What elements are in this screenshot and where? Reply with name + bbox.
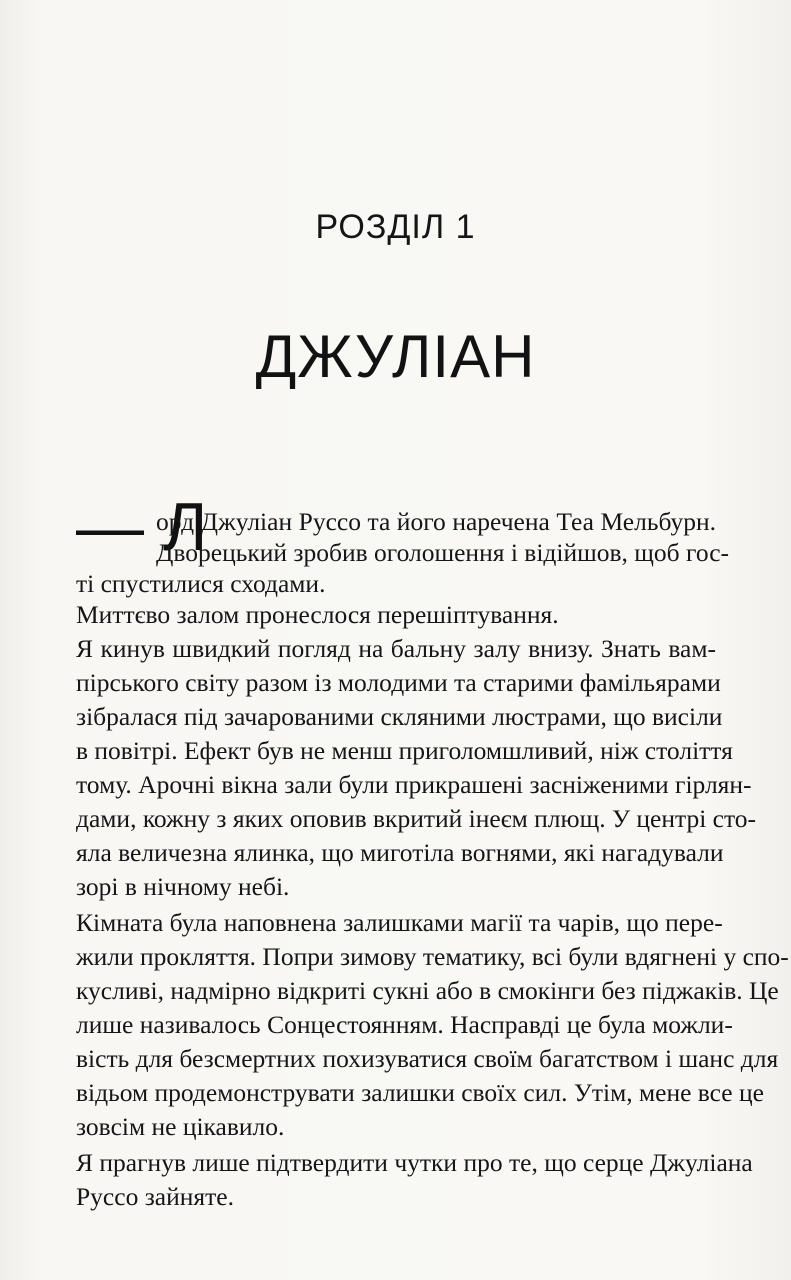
text-line: Миттєво залом пронеслося перешіптування.	[76, 600, 559, 629]
text-line: Дворецький зробив оголошення і відійшов, щоб гос-	[156, 538, 730, 567]
text-line: зовсім не цікавило.	[76, 1112, 285, 1141]
text-line: Кімната була наповнена залишками магії та чарів, що пере-	[76, 908, 723, 937]
text-line: зібралася під зачарованими скляними люстрами, що висіли	[76, 702, 723, 731]
text-line: орд Джуліан Руссо та його наречена Теа Мельбурн.	[156, 507, 716, 536]
drop-cap: — Л	[76, 489, 208, 565]
chapter-title: ДЖУЛІАН	[255, 323, 536, 390]
chapter-number: РОЗДІЛ 1	[315, 208, 476, 246]
text-line: тому. Арочні вікна зали були прикрашені засніженими гірлян-	[76, 770, 752, 799]
text-line: відьом продемонструвати залишки своїх сил. Утім, мене все це	[76, 1078, 764, 1107]
text-line: жили прокляття. Попри зимову тематику, всі були вдягнені у спо-	[76, 942, 789, 971]
text-line: ті спустилися сходами.	[76, 569, 326, 598]
text-line: вість для безсмертних похизуватися своїм багатством і шанс для	[76, 1044, 779, 1073]
text-line: пірського світу разом із молодими та старими фамільярами	[76, 668, 721, 697]
text-line: Я прагнув лише підтвердити чутки про те, що серце Джуліана	[76, 1148, 753, 1177]
text-line: дами, кожну з яких оповив вкритий інеєм плющ. У центрі сто-	[76, 804, 757, 833]
text-line: в повітрі. Ефект був не менш приголомшливий, ніж століття	[76, 736, 733, 765]
text-line: яла величезна ялинка, що миготіла вогнями, які нагадували	[76, 838, 724, 867]
text-line: лише називалось Сонцестоянням. Насправді це була можли-	[76, 1010, 733, 1039]
text-line: Я кинув швидкий погляд на бальну залу внизу. Знать вам-	[76, 634, 716, 663]
text-line: Руссо зайняте.	[76, 1182, 234, 1211]
text-line: кусливі, надмірно відкриті сукні або в смокінги без піджаків. Це	[76, 976, 779, 1005]
text-line: зорі в нічному небі.	[76, 872, 290, 901]
